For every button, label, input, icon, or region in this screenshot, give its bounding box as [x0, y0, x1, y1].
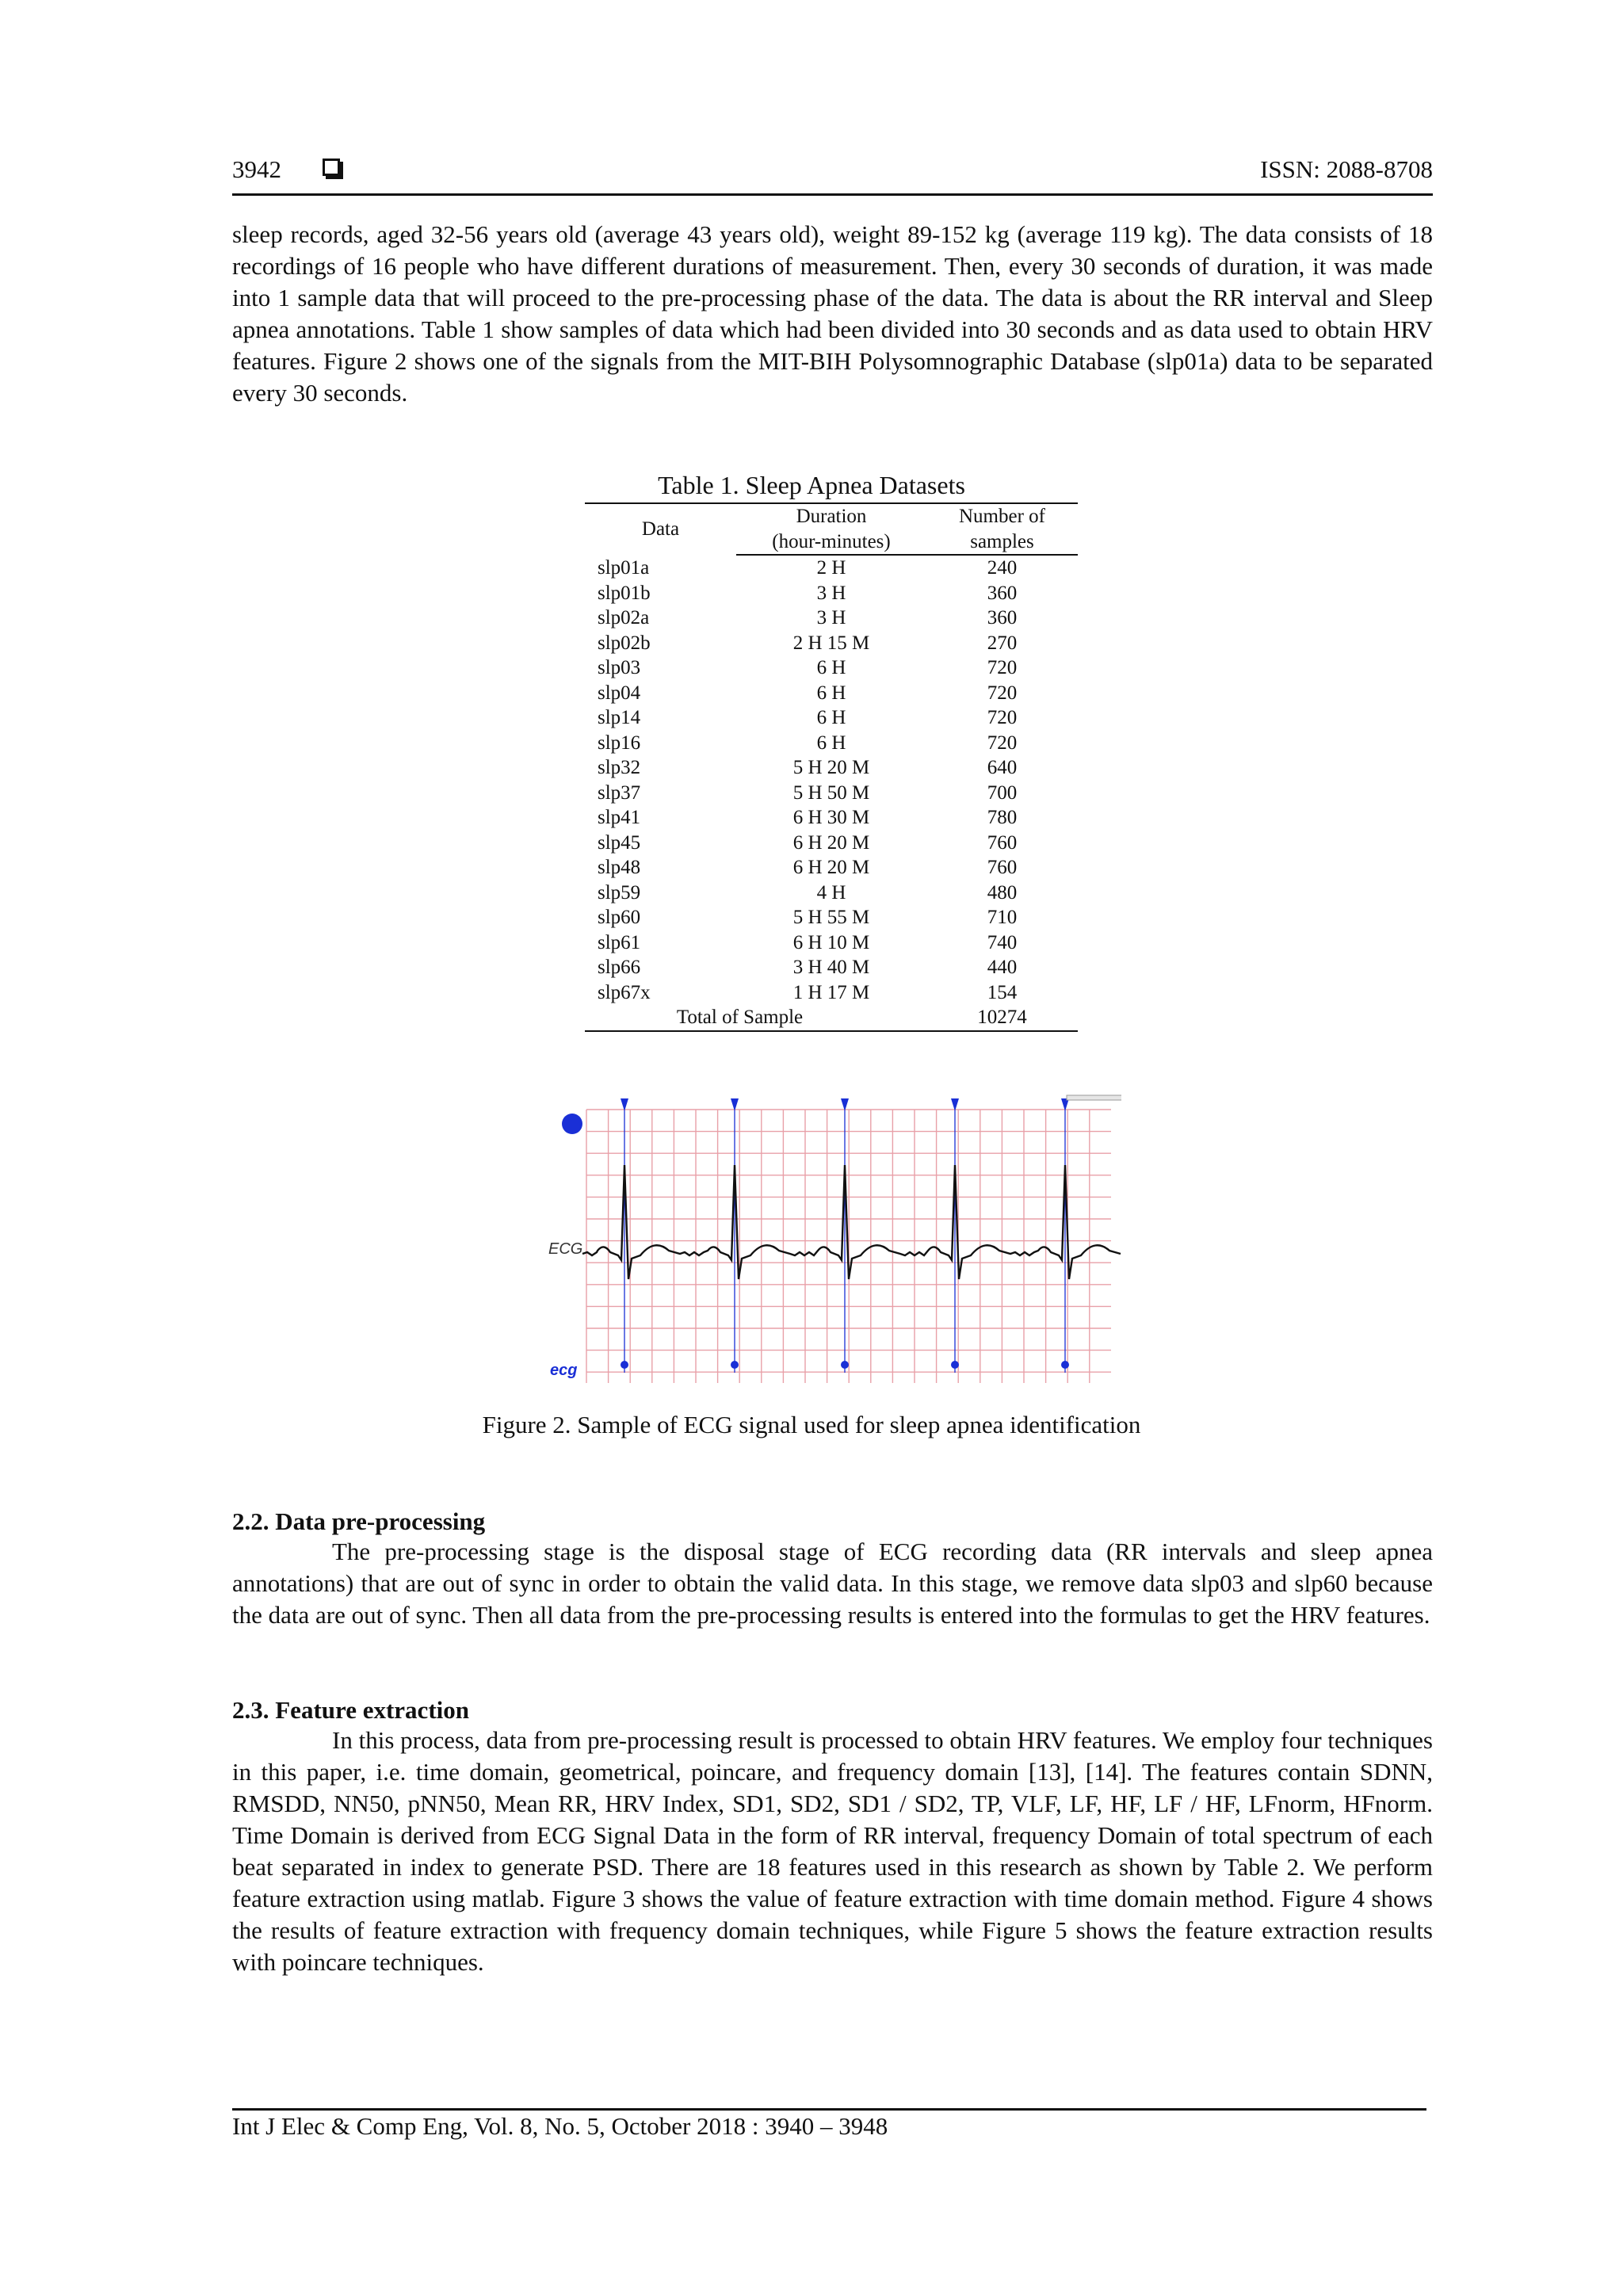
- cell-duration: 6 H 10 M: [792, 931, 870, 953]
- cell-samples: 480: [987, 881, 1018, 904]
- cell-data: slp16: [598, 732, 641, 754]
- cell-duration: 3 H: [816, 607, 846, 628]
- header-duration: Duration: [736, 503, 926, 529]
- feature-extraction-paragraph: In this process, data from pre-processing result is processed to obtain HRV features. We employ four techniques in this paper, i.e. time domain, geometrical, poincare, and frequency domain [13], [14]. The features contain SDNN, RMSDD, NN50, pNN50, Mean RR, HRV Index, SD1, SD2, SD1 / SD2, TP, VLF, LF, HF, LF / HF, LFnorm, HFnorm. Time Domain is derived from ECG Signal Data in the form of RR interval, frequency Domain of total spectrum of each beat separated in index to generate PSD. There are 18 features used in this research as shown by Table 2. We perform feature extraction using matlab. Figure 3 shows the value of feature extraction with time domain method. Figure 4 shows the results of feature extraction with frequency domain techniques, while Figure 5 shows the feature extraction results with poincare techniques.: [232, 1726, 1433, 1976]
- cell-duration: 6 H 30 M: [792, 807, 870, 828]
- table-total-row: [585, 1005, 1078, 1031]
- footer-divider: [232, 2108, 1426, 2111]
- preprocessing-paragraph: The pre-processing stage is the disposal stage of ECG recording data (RR intervals and sleep apnea annotations) that are out of sync in order to obtain the valid data. In this stage, we remove data slp03 and slp60 because the data are out of sync. Then all data from the pre-processing results is entered into the formulas to get the HRV features.: [232, 1538, 1433, 1629]
- cell-samples: 720: [987, 657, 1018, 678]
- cell-duration: 5 H 50 M: [792, 781, 870, 804]
- cell-duration: 1 H 17 M: [792, 981, 870, 1003]
- table-row: [585, 980, 1078, 1006]
- cell-samples: 710: [987, 907, 1018, 928]
- cell-duration: 6 H 20 M: [792, 857, 870, 878]
- beat-annotation-dot: [621, 1361, 628, 1369]
- cell-duration: 5 H 20 M: [792, 757, 870, 778]
- section-heading-preprocessing: 2.2. Data pre-processing: [232, 1507, 486, 1535]
- cell-data: slp01a: [598, 556, 650, 579]
- cell-duration: 5 H 55 M: [792, 907, 870, 928]
- cell-samples: 760: [987, 831, 1018, 854]
- header-duration-unit: (hour-minutes): [736, 529, 926, 556]
- cell-samples: 360: [987, 582, 1018, 604]
- table-row: [585, 781, 1078, 806]
- total-value: 10274: [926, 1005, 1078, 1031]
- page-number: 3942: [232, 155, 281, 183]
- cell-duration: 4 H: [816, 881, 846, 904]
- cell-duration: 6 H: [816, 682, 846, 704]
- datasets-table: [585, 502, 1078, 1032]
- cell-samples: 740: [987, 931, 1018, 953]
- cell-samples: 154: [987, 981, 1018, 1003]
- cell-data: slp02b: [598, 632, 651, 654]
- cell-samples: 700: [987, 781, 1018, 804]
- cell-samples: 720: [987, 682, 1018, 704]
- ecg-figure: [539, 1086, 1121, 1391]
- cell-duration: 6 H: [816, 657, 846, 678]
- table-row: [585, 831, 1078, 856]
- table-caption: Table 1. Sleep Apnea Datasets: [658, 471, 965, 499]
- table-row: [585, 755, 1078, 781]
- beat-annotation-dot: [951, 1361, 959, 1369]
- cell-data: slp04: [598, 682, 641, 704]
- table-row: [585, 855, 1078, 881]
- cell-samples: 240: [987, 557, 1018, 579]
- table-row: [585, 655, 1078, 681]
- cell-data: slp67x: [598, 981, 651, 1003]
- table-row: [585, 881, 1078, 906]
- cell-samples: 640: [987, 757, 1018, 778]
- cell-data: slp02a: [598, 607, 650, 628]
- cell-data: slp61: [598, 931, 641, 953]
- cell-duration: 6 H: [816, 707, 846, 728]
- total-label: Total of Sample: [585, 1005, 926, 1031]
- table-row: [585, 905, 1078, 930]
- cell-samples: 720: [987, 707, 1018, 728]
- table-row: [585, 930, 1078, 956]
- cell-duration: 3 H 40 M: [792, 957, 870, 978]
- beat-annotation-dot: [731, 1361, 739, 1369]
- cell-data: slp37: [598, 781, 641, 804]
- header-divider: [232, 193, 1433, 196]
- square-bullet-icon: [323, 159, 340, 176]
- header-samples: Number of: [926, 503, 1078, 529]
- table-row: [585, 581, 1078, 606]
- ecg-signal-label: ECG: [548, 1240, 583, 1258]
- ecg-grid: [586, 1110, 1111, 1383]
- cell-data: slp41: [598, 807, 641, 828]
- section-heading-feature-extraction: 2.3. Feature extraction: [232, 1696, 469, 1724]
- ecg-signal-trace: [582, 1165, 1121, 1279]
- cell-data: slp01b: [598, 582, 651, 604]
- beat-annotation-dot: [1061, 1361, 1069, 1369]
- figure-caption: Figure 2. Sample of ECG signal used for sleep apnea identification: [482, 1411, 1141, 1438]
- table-row: [585, 731, 1078, 756]
- cell-data: slp32: [598, 757, 641, 778]
- cell-duration: 6 H 20 M: [792, 831, 870, 854]
- cell-samples: 780: [987, 807, 1018, 828]
- table-row: [585, 955, 1078, 980]
- record-dot-icon: [562, 1114, 582, 1134]
- cell-samples: 720: [987, 732, 1018, 754]
- cell-data: slp03: [598, 657, 641, 678]
- cell-samples: 760: [987, 857, 1018, 878]
- table-row: [585, 555, 1078, 581]
- table-row: [585, 606, 1078, 631]
- cell-duration: 3 H: [816, 582, 846, 604]
- cell-data: slp45: [598, 831, 641, 854]
- table-row: [585, 705, 1078, 731]
- table-row: [585, 631, 1078, 656]
- table-row: [585, 681, 1078, 706]
- ecg-annotation-label: ecg: [550, 1362, 578, 1379]
- cell-data: slp66: [598, 957, 641, 978]
- cell-data: slp60: [598, 907, 641, 928]
- table-body: [585, 555, 1078, 1031]
- cell-data: slp59: [598, 881, 641, 904]
- cell-duration: 6 H: [816, 732, 846, 754]
- cell-samples: 360: [987, 607, 1018, 628]
- header-data: Data: [585, 503, 736, 555]
- plot-scrollbar: [1067, 1095, 1121, 1100]
- cell-data: slp48: [598, 857, 641, 878]
- cell-duration: 2 H: [816, 557, 846, 579]
- intro-paragraph: sleep records, aged 32-56 years old (average 43 years old), weight 89-152 kg (average 119 kg). The data consists of 18 recordings of 16 people who have different durations of measurement. Then, every 30 seconds of duration, it was made into 1 sample data that will proceed to the pre-processing phase of the data. The data is about the RR interval and Sleep apnea annotations. Table 1 show samples of data which had been divided into 30 seconds and as data used to obtain HRV features. Figure 2 shows one of the signals from the MIT-BIH Polysomnographic Database (slp01a) data to be separated every 30 seconds.: [232, 220, 1433, 407]
- journal-issn: ISSN: 2088-8708: [1260, 155, 1433, 183]
- footer-citation: Int J Elec & Comp Eng, Vol. 8, No. 5, October 2018 : 3940 – 3948: [232, 2112, 888, 2140]
- ecg-plot: [539, 1086, 1121, 1387]
- cell-samples: 270: [987, 632, 1018, 654]
- cell-data: slp14: [598, 707, 641, 728]
- table-row: [585, 805, 1078, 831]
- beat-annotation-dot: [841, 1361, 849, 1369]
- cell-samples: 440: [987, 957, 1018, 978]
- cell-duration: 2 H 15 M: [792, 632, 870, 654]
- header-samples-unit: samples: [926, 529, 1078, 556]
